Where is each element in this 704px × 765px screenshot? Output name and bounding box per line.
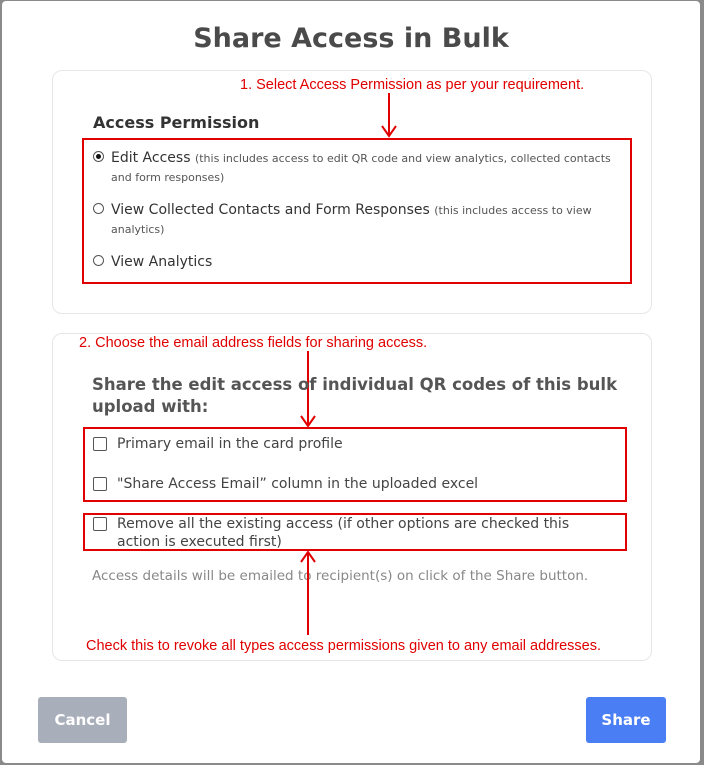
checkbox-share-access-email-column[interactable] bbox=[93, 475, 613, 495]
annotation-step2: 2. Choose the email address fields for sharing access. bbox=[79, 335, 428, 351]
share-with-heading: Share the edit access of individual QR codes of this bulk upload with: bbox=[92, 375, 618, 416]
radio-edit-access[interactable] bbox=[93, 149, 613, 189]
annotation-step1: 1. Select Access Permission as per your requirement. bbox=[240, 77, 585, 93]
checkbox-primary-email[interactable] bbox=[93, 435, 613, 455]
access-permission-heading: Access Permission bbox=[93, 113, 260, 132]
share-access-modal bbox=[2, 1, 700, 763]
checkbox-label: Primary email in the card profile bbox=[117, 436, 343, 452]
checkbox[interactable] bbox=[93, 477, 107, 491]
radio-view-analytics[interactable] bbox=[93, 253, 613, 273]
radio-description: (this includes access to view analytics) bbox=[111, 204, 592, 236]
annotation-arrow-down-icon bbox=[379, 93, 399, 139]
annotation-revoke-note: Check this to revoke all types access permissions given to any email addresses. bbox=[86, 638, 601, 654]
modal-title: Share Access in Bulk bbox=[193, 23, 509, 54]
radio-description: (this includes access to edit QR code and view analytics, collected contacts and form responses) bbox=[111, 152, 611, 184]
annotation-arrow-up-icon bbox=[298, 549, 318, 637]
radio-button[interactable] bbox=[93, 203, 104, 214]
radio-button-selected[interactable] bbox=[93, 151, 104, 162]
radio-button[interactable] bbox=[93, 255, 104, 266]
checkbox-remove-existing-access[interactable] bbox=[93, 515, 613, 551]
checkbox[interactable] bbox=[93, 437, 107, 451]
info-text: Access details will be emailed to recipient(s) on click of the Share button. bbox=[92, 568, 589, 584]
radio-label: View Analytics bbox=[111, 254, 213, 270]
checkbox[interactable] bbox=[93, 517, 107, 531]
cancel-button[interactable]: Cancel bbox=[38, 697, 127, 743]
share-button[interactable]: Share bbox=[586, 697, 666, 743]
checkbox-label: Remove all the existing access (if other options are checked this action is executed first) bbox=[117, 516, 570, 550]
radio-label: Edit Access bbox=[111, 150, 191, 166]
radio-label: View Collected Contacts and Form Responses bbox=[111, 202, 430, 218]
checkbox-label: "Share Access Email” column in the uploaded excel bbox=[117, 476, 479, 492]
radio-view-contacts-forms[interactable] bbox=[93, 201, 613, 241]
